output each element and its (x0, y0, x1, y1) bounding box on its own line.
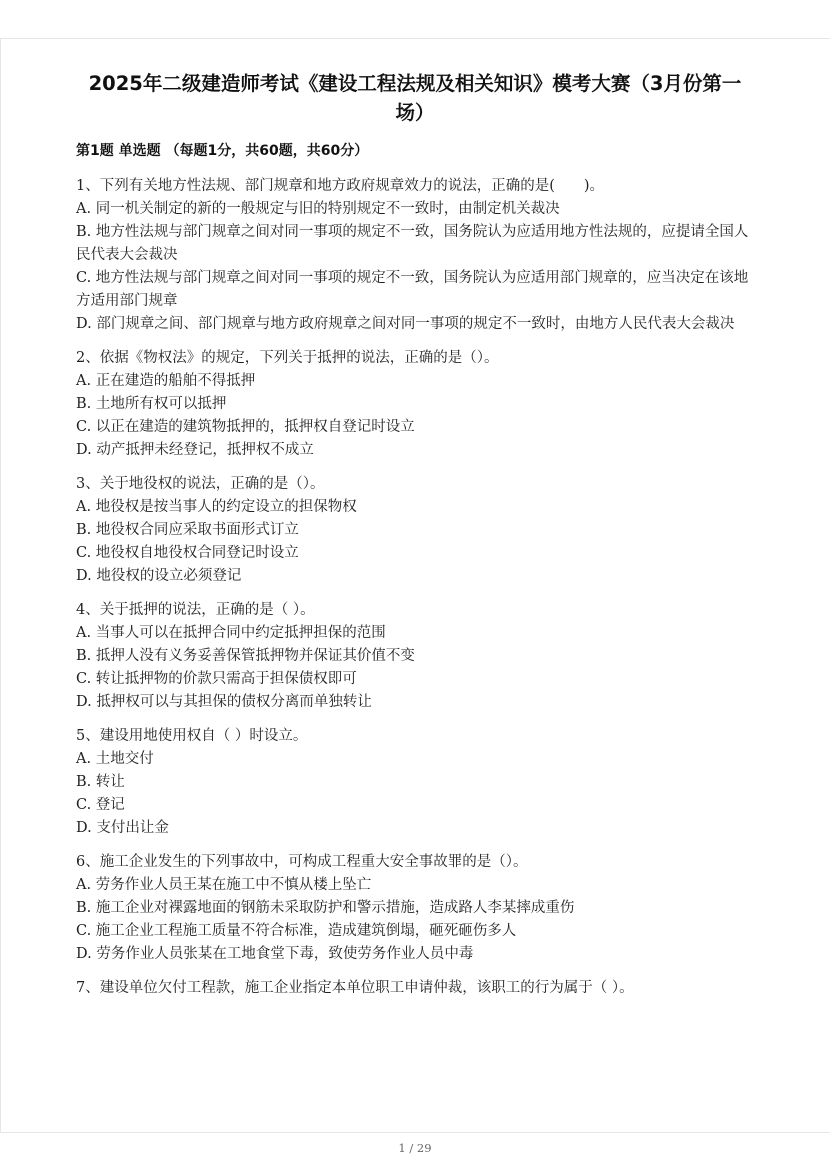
answer-option: D. 地役权的设立必须登记 (76, 568, 242, 584)
question-block (76, 347, 754, 462)
answer-option: D. 劳务作业人员张某在工地食堂下毒，致使劳务作业人员中毒 (76, 946, 474, 962)
answer-option: B. 转让 (76, 774, 125, 790)
answer-option: A. 当事人可以在抵押合同中约定抵押担保的范围 (76, 625, 386, 641)
answer-option: B. 地方性法规与部门规章之间对同一事项的规定不一致，国务院认为应适用地方性法规的，应提请全国人民代表大会裁决 (76, 224, 749, 263)
question-stem: 7、建设单位欠付工程款，施工企业指定本单位职工申请仲裁，该职工的行为属于（ ）。 (76, 980, 634, 996)
answer-option: C. 登记 (76, 797, 125, 813)
question-stem: 2、依据《物权法》的规定，下列关于抵押的说法，正确的是（）。 (76, 350, 499, 366)
question-block (76, 977, 754, 1000)
question-block (76, 599, 754, 714)
question-list (76, 175, 754, 1000)
question-block (76, 851, 754, 966)
question-stem: 4、关于抵押的说法，正确的是（ ）。 (76, 602, 315, 618)
answer-option: A. 土地交付 (76, 751, 154, 767)
question-block (76, 725, 754, 840)
answer-option: D. 动产抵押未经登记，抵押权不成立 (76, 442, 314, 458)
answer-option: B. 抵押人没有义务妥善保管抵押物并保证其价值不变 (76, 648, 415, 664)
answer-option: D. 部门规章之间、部门规章与地方政府规章之间对同一事项的规定不一致时，由地方人民代表大会裁决 (76, 316, 735, 332)
answer-option: C. 地役权自地役权合同登记时设立 (76, 545, 299, 561)
question-block (76, 175, 754, 336)
question-stem: 5、建设用地使用权自（ ）时设立。 (76, 728, 308, 744)
page-edge (0, 39, 1, 1132)
section-header: 第1题 单选题 （每题1分，共60题，共60分） (76, 143, 369, 159)
question-stem: 1、下列有关地方性法规、部门规章和地方政府规章效力的说法，正确的是( )。 (76, 178, 605, 194)
page-content (76, 69, 754, 1011)
answer-option: C. 地方性法规与部门规章之间对同一事项的规定不一致，国务院认为应适用部门规章的，应当决定在该地方适用部门规章 (76, 270, 749, 309)
answer-option: D. 支付出让金 (76, 820, 169, 836)
question-block (76, 473, 754, 588)
answer-option: B. 土地所有权可以抵押 (76, 396, 227, 412)
question-stem: 6、施工企业发生的下列事故中，可构成工程重大安全事故罪的是（）。 (76, 854, 528, 870)
document-page (0, 38, 830, 1133)
question-stem: 3、关于地役权的说法，正确的是（）。 (76, 476, 325, 492)
answer-option: C. 以正在建造的建筑物抵押的，抵押权自登记时设立 (76, 419, 415, 435)
answer-option: D. 抵押权可以与其担保的债权分离而单独转让 (76, 694, 372, 710)
answer-option: B. 地役权合同应采取书面形式订立 (76, 522, 299, 538)
answer-option: C. 施工企业工程施工质量不符合标准，造成建筑倒塌，砸死砸伤多人 (76, 923, 517, 939)
answer-option: C. 转让抵押物的价款只需高于担保债权即可 (76, 671, 357, 687)
answer-option: A. 地役权是按当事人的约定设立的担保物权 (76, 499, 357, 515)
answer-option: A. 同一机关制定的新的一般规定与旧的特别规定不一致时，由制定机关裁决 (76, 201, 560, 217)
answer-option: A. 劳务作业人员王某在施工中不慎从楼上坠亡 (76, 877, 372, 893)
answer-option: A. 正在建造的船舶不得抵押 (76, 373, 256, 389)
page-indicator: 1 / 29 (398, 1141, 432, 1155)
document-title: 2025年二级建造师考试《建设工程法规及相关知识》模考大赛（3月份第一场） (88, 72, 742, 124)
answer-option: B. 施工企业对裸露地面的钢筋未采取防护和警示措施，造成路人李某摔成重伤 (76, 900, 575, 916)
